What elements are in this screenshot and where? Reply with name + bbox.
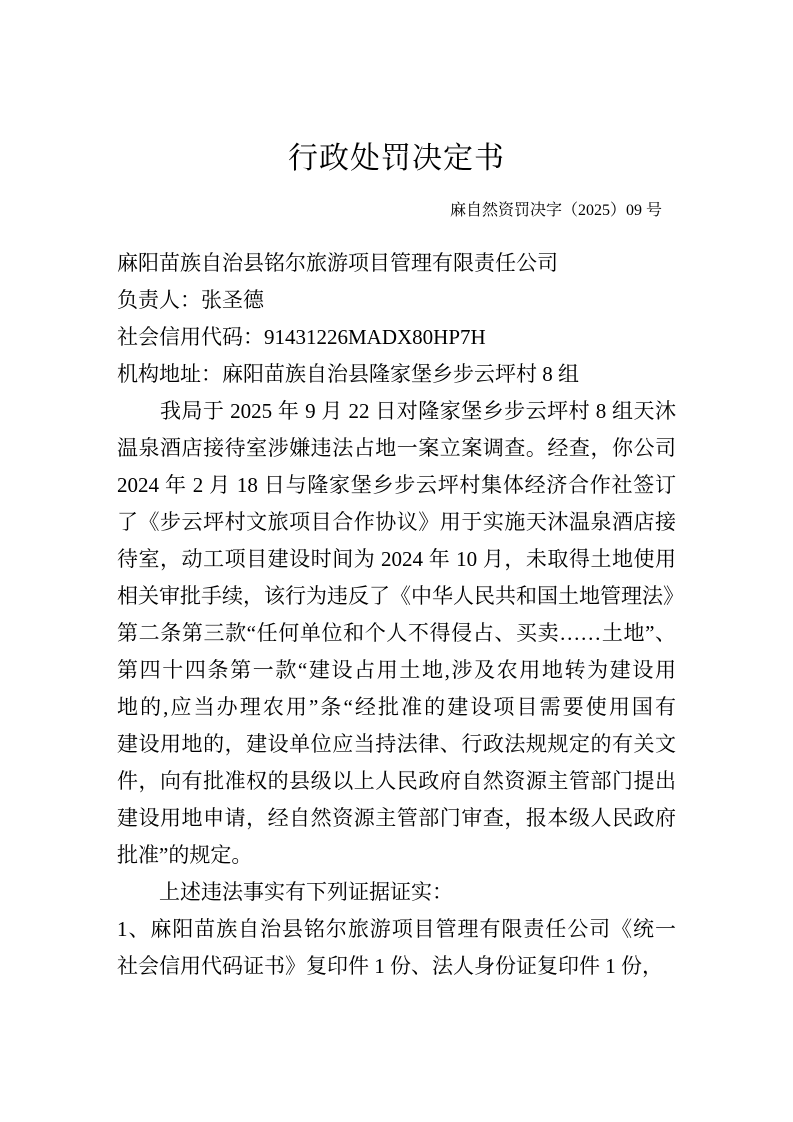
fact-paragraph [117,393,684,874]
fact-line: 2024 年 2 月 18 日与隆家堡乡步云坪村集体经济合作社签订 [117,473,676,497]
recipient-legal-person: 负责人：张圣德 [117,288,264,312]
recipient-address: 机构地址：麻阳苗族自治县隆家堡乡步云坪村 8 组 [117,362,579,386]
recipient-block [117,245,676,393]
fact-line: 批准”的规定。 [117,843,253,867]
fact-line: 第四十四条第一款“建设占用土地,涉及农用地转为建设用 [117,658,676,682]
fact-line: 件，向有批准权的县级以上人民政府自然资源主管部门提出 [117,769,676,793]
fact-line: 建设用地的，建设单位应当持法律、行政法规规定的有关文 [117,732,676,756]
fact-line: 相关审批手续，该行为违反了《中华人民共和国土地管理法》 [117,584,684,608]
evidence-intro-line: 上述违法事实有下列证据证实： [117,880,453,904]
fact-line: 了《步云坪村文旅项目合作协议》用于实施天沐温泉酒店接 [117,510,676,534]
fact-line: 待室，动工项目建设时间为 2024 年 10 月，未取得土地使用 [117,547,676,571]
evidence-line: 1、麻阳苗族自治县铭尔旅游项目管理有限责任公司《统一 [117,917,676,941]
document-number: 麻自然资罚决字（2025）09 号 [449,202,662,219]
evidence-intro [117,874,676,911]
fact-line: 我局于 2025 年 9 月 22 日对隆家堡乡步云坪村 8 组天沐 [117,399,676,423]
fact-line: 第二条第三款“任何单位和个人不得侵占、买卖……土地”、 [117,621,676,645]
fact-line: 建设用地申请，经自然资源主管部门审查，报本级人民政府 [117,806,676,830]
evidence-line: 社会信用代码证书》复印件 1 份、法人身份证复印件 1 份， [117,954,663,978]
evidence-item-1 [117,911,676,985]
fact-line: 地的,应当办理农用”条“经批准的建设项目需要使用国有 [117,695,676,719]
fact-line: 温泉酒店接待室涉嫌违法占地一案立案调查。经查，你公司 [117,436,676,460]
recipient-company: 麻阳苗族自治县铭尔旅游项目管理有限责任公司 [117,251,558,275]
document-body [117,245,684,985]
recipient-credit-code: 社会信用代码：91431226MADX80HP7H [117,325,486,349]
document-title: 行政处罚决定书 [288,142,505,175]
